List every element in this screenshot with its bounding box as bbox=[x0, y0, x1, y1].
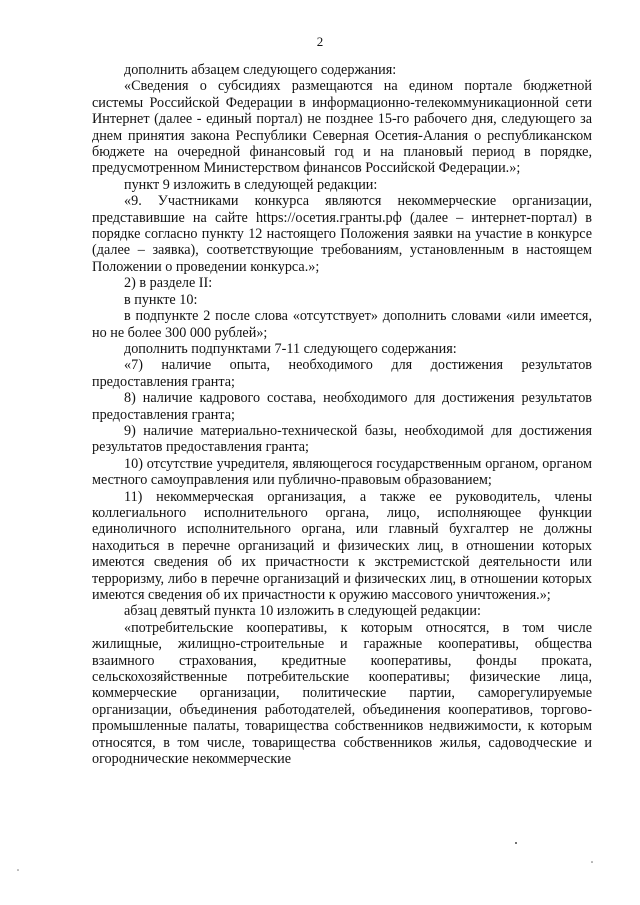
paragraph: пункт 9 изложить в следующей редакции: bbox=[124, 176, 378, 193]
paragraph: в подпункте 2 после слова «отсутствует» дополнить словами «или имеется, но не более 300 000 рублей»; bbox=[92, 308, 592, 341]
paragraph: «Сведения о субсидиях размещаются на едином портале бюджетной системы Российской Федерации в информационно-телекоммуникационной сети Интернет (далее - единый портал) не позднее 15-го рабочего дня, следующего за днем принятия закона Республики Северная Осетия-Алания о республиканском бюджете на очередной финансовый год и на плановый период в порядке, предусмотренном Министерством финансов Российской Федерации.»; bbox=[92, 78, 592, 177]
paragraph: 2) в разделе II: bbox=[124, 275, 213, 292]
page-number: 2 bbox=[316, 34, 324, 49]
paragraph: дополнить абзацем следующего содержания: bbox=[124, 62, 397, 78]
document-body bbox=[92, 62, 592, 767]
paragraph: 10) отсутствие учредителя, являющегося государственным органом, органом местного самоуправления или публично-правовым образованием; bbox=[92, 455, 592, 489]
paragraph: в пункте 10: bbox=[124, 291, 198, 308]
paragraph: «9. Участниками конкурса являются некоммерческие организации, представившие на сайте https://осетия.гранты.рф (далее – интернет-портал) в порядке согласно пункту 12 настоящего Положения заявки на участие в конкурсе (далее – заявка), соответствующие требованиям, установленным в настоящем Положении о проведении конкурса.»; bbox=[92, 193, 592, 275]
scan-speck bbox=[591, 861, 593, 863]
paragraph: «потребительские кооперативы, к которым относятся, в том числе жилищные, жилищно-строительные и гаражные кооперативы, общества взаимного страхования, кредитные кооперативы, фонды проката, сельскохозяйственные потребительские кооперативы; физические лица, коммерческие организации, политические партии, саморегулируемые организации, объединения работодателей, объединения кооперативов, торгово-промышленные палаты, товарищества собственников недвижимости, к которым относятся, в том числе, товарищества собственников жилья, садоводческие и огороднические некоммерческие bbox=[92, 619, 592, 768]
paragraph: 11) некоммерческая организация, а также ее руководитель, члены коллегиального исполнительного органа, лицо, исполняющее функции единоличного исполнительного органа, или главный бухгалтер не должны находиться в перечне организаций и физических лиц, в отношении которых имеются сведения об их причастности к экстремистской деятельности или терроризму, либо в перечне организаций и физических лиц, в отношении которых имеются сведения об их причастности к оружию массового уничтожения.»; bbox=[92, 488, 592, 603]
paragraph: «7) наличие опыта, необходимого для достижения результатов предоставления гранта; bbox=[92, 357, 592, 390]
scan-speck bbox=[17, 869, 19, 871]
paragraph: 8) наличие кадрового состава, необходимого для достижения результатов предоставления гранта; bbox=[92, 390, 592, 423]
scan-speck bbox=[515, 842, 517, 844]
paragraph: дополнить подпунктами 7-11 следующего содержания: bbox=[124, 340, 457, 357]
paragraph: абзац девятый пункта 10 изложить в следующей редакции: bbox=[124, 603, 481, 620]
paragraph: 9) наличие материально-технической базы, необходимой для достижения результатов предоставления гранта; bbox=[92, 422, 592, 456]
